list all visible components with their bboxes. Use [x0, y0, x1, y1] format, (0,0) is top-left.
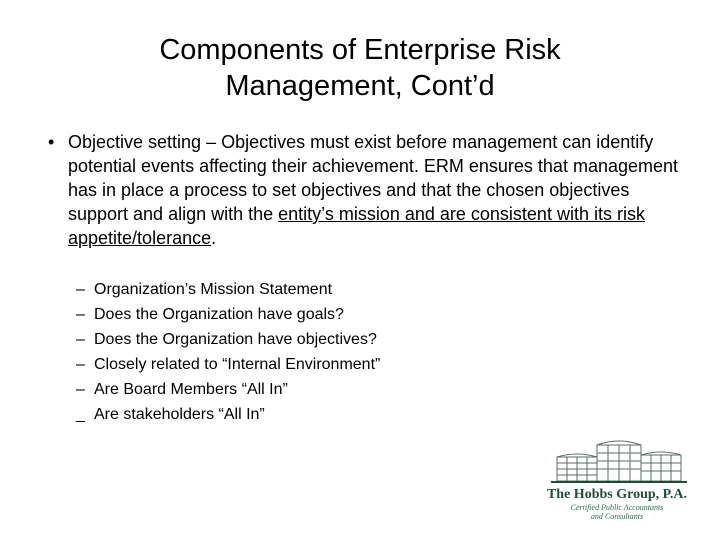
sub-bullet-text: Does the Organization have goals?: [94, 306, 344, 323]
sub-bullet-item: [76, 280, 688, 299]
sub-bullet-item: [76, 355, 688, 374]
bullet-marker: •: [48, 132, 55, 152]
logo-tagline-1: Certified Public Accountants: [570, 503, 664, 512]
building-illustration-icon: [541, 437, 693, 485]
sub-bullet-text: Are Board Members “All In”: [94, 381, 288, 398]
sub-bullet-text: Closely related to “Internal Environment”: [94, 356, 381, 373]
slide-title: [60, 32, 660, 104]
sub-bullet-list: [76, 280, 688, 424]
sub-bullet-marker: –: [76, 381, 85, 398]
bullet-text-underlined: entity’s mission and are consistent with its risk appetite/tolerance: [68, 204, 645, 248]
sub-bullet-text: Are stakeholders “All In”: [94, 406, 265, 423]
sub-bullet-text: Does the Organization have objectives?: [94, 331, 377, 348]
sub-bullet-item: [76, 305, 688, 324]
main-bullet: [48, 130, 688, 250]
logo-company-name: The Hobbs Group, P.A.: [546, 487, 688, 502]
sub-bullet-marker: –: [76, 281, 85, 298]
bullet-text-end: .: [211, 228, 217, 248]
sub-bullet-marker: _: [76, 406, 85, 423]
slide-body: [48, 130, 688, 430]
sub-bullet-item: [76, 405, 688, 424]
slide-title-line-1: Components of Enterprise Risk: [159, 34, 561, 66]
slide-title-line-2: Management, Cont’d: [225, 70, 495, 102]
sub-bullet-marker: –: [76, 306, 85, 323]
sub-bullet-text: Organization’s Mission Statement: [94, 281, 333, 298]
sub-bullet-marker: –: [76, 356, 85, 373]
bullet-text: [68, 130, 688, 250]
sub-bullet-marker: –: [76, 331, 85, 348]
sub-bullet-item: [76, 330, 688, 349]
sub-bullet-item: [76, 380, 688, 399]
bullet-text-start: Objective setting – Objectives must exist before management can identify potential events affecting their achievement. ERM ensures that management has in place a process to set objectives and that the chosen objectives support and align with the: [68, 132, 679, 224]
hobbs-group-logo: [541, 437, 693, 519]
logo-tagline-2: and Consultants: [590, 512, 644, 521]
